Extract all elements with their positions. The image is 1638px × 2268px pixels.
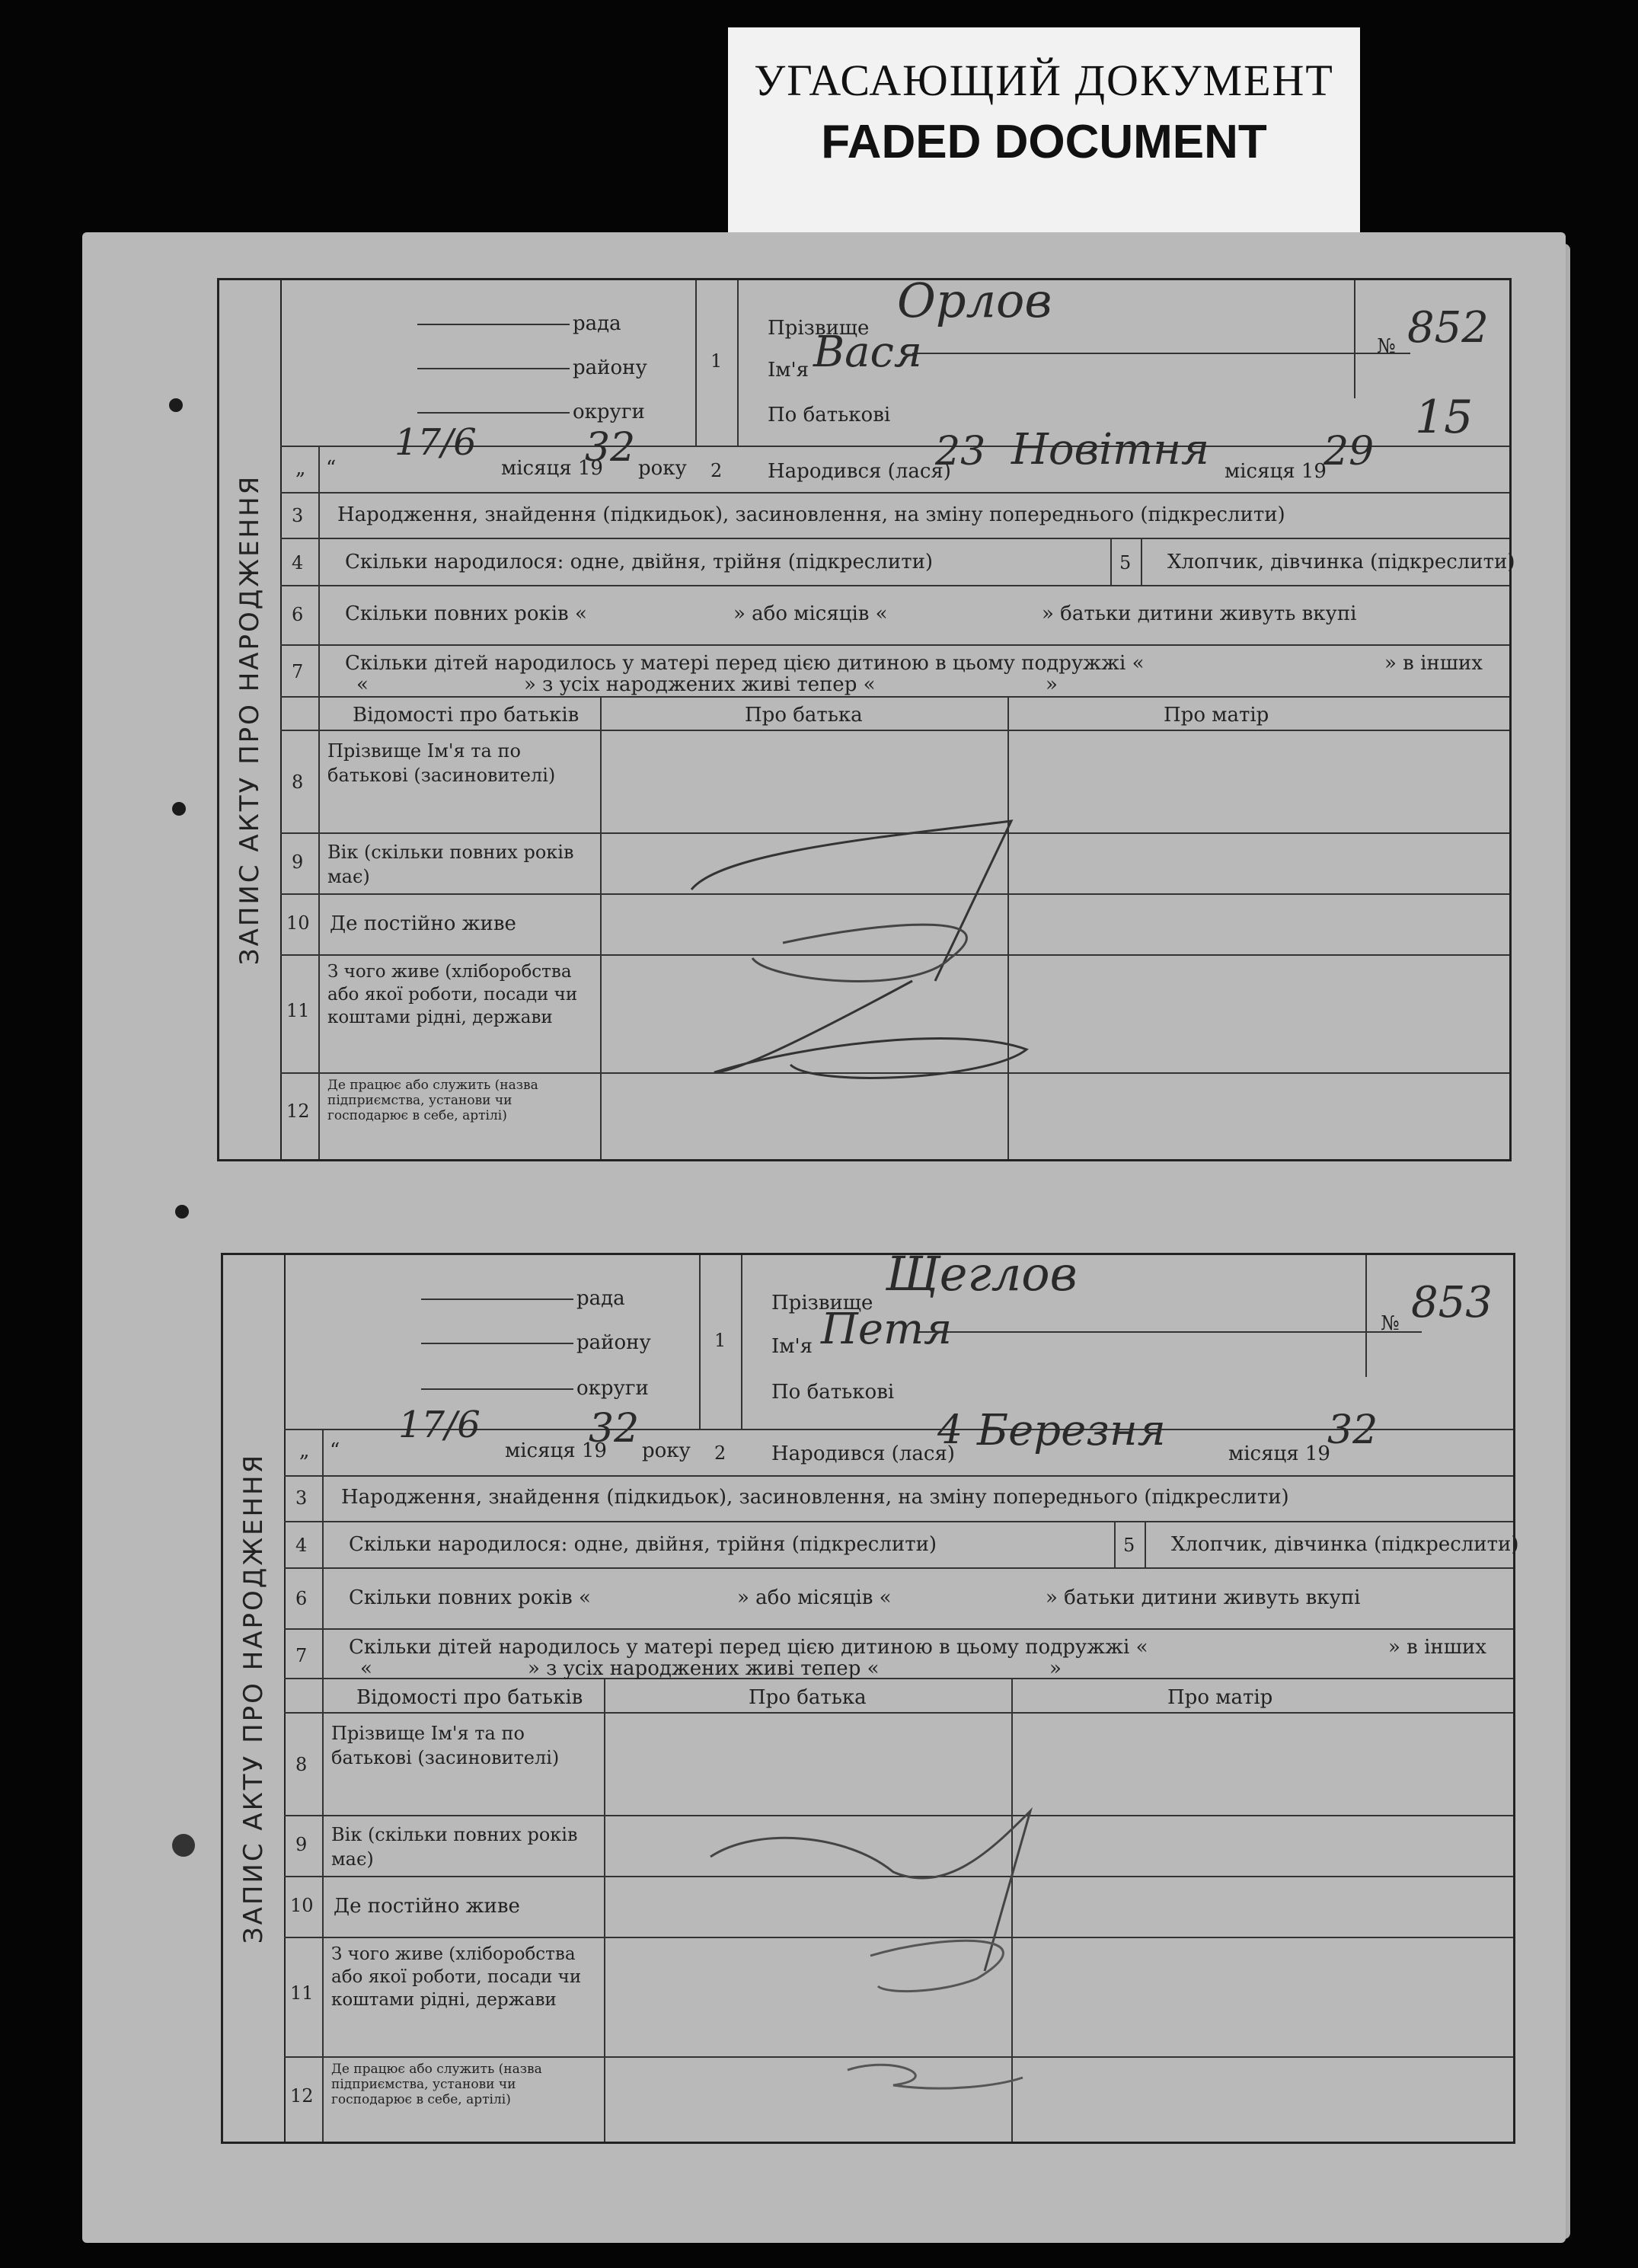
punch-hole [172, 1834, 195, 1857]
label-roku: року [642, 1439, 691, 1462]
row4-text: Скільки народилося: одне, двійня, трійня (підкреслити) [345, 551, 934, 573]
row12-text: Де працює або служить (назва підприємства, установи чи господарює в себе, артілі) [327, 1078, 538, 1123]
label-number: № [1381, 1312, 1400, 1335]
registration-year: 32 [585, 425, 636, 471]
cancellation-scribble [695, 1781, 1190, 2123]
label-rayonu: району [573, 356, 647, 379]
birth-day: 23 [935, 429, 986, 474]
parents-info-header: Відомості про батьків [356, 1686, 583, 1709]
row11-text: З чого живе (хліборобства або якої роботи, посади чи коштами рідні, держави [331, 1944, 582, 2010]
label-surname: Прізвище [768, 317, 870, 340]
about-father-header: Про батька [745, 704, 863, 727]
label-misyatsya: місяця 19 [501, 457, 603, 480]
about-father-header: Про батька [749, 1686, 867, 1709]
about-mother-header: Про матір [1167, 1686, 1273, 1709]
quote-close: “ [326, 457, 337, 480]
label-rada: рада [573, 312, 621, 335]
birth-month: Березня [977, 1406, 1166, 1455]
birth-month: Новітня [1011, 425, 1210, 474]
row6-text-c: » батьки дитини живуть вкупі [1046, 1586, 1361, 1609]
row6-text-a: Скільки повних років « [349, 1586, 591, 1609]
row9-text: Вік (скільки повних років має) [331, 1824, 578, 1870]
label-name: Ім'я [771, 1335, 813, 1358]
row5-text: Хлопчик, дівчинка (підкреслити) [1167, 551, 1515, 573]
row7-text-d: » з усіх народжених живі тепер « [528, 1657, 880, 1680]
punch-hole [169, 398, 183, 412]
label-born-misyatsya: місяця 19 [1225, 460, 1327, 483]
birth-record-853: ЗАПИС АКТУ ПРО НАРОДЖЕННЯ рада району округи „ “ 17/6 місяця 19 32 року 1 2 Прізвище Щеглов Ім'я Петя По батькові Народився (лася) 4 Березня місяця 19 32 № 853 3 Народження, знайдення (підкидьок), засиновлення, на зміну попереднього (підкреслити) 4 Скільки народилося: одне, двійня, трійня (підкреслити) 5 Хлопчик, дівчинка (підкреслити) 6 Скільки повних років « » або місяців « » батьки дитини живуть вкупі 7 Скільки дітей народилось у матері перед цією дитиною в цьому подружжі « » в інших « » з усіх народжених живі тепер « » Відомості про батьків Про батька Про матір 8 Прізвище Ім'я та по батькові (засиновителі) 9 Вік (скільки повних років має) 10 Де постійно живе 11 З чого живе (хліборобства або якої роботи, посади чи коштами рідні, держави 12 Де працює або служить (назва підприємства, установи чи господарює в себе, артілі) [221, 1253, 1515, 2144]
row8-text: Прізвище Ім'я та по батькові (засиновителі) [327, 740, 556, 786]
birth-year: 32 [1327, 1407, 1378, 1453]
child-surname: Орлов [897, 273, 1052, 328]
parents-info-header: Відомості про батьків [353, 704, 580, 727]
label-misyatsya: місяця 19 [505, 1439, 607, 1462]
label-born-misyatsya: місяця 19 [1228, 1442, 1330, 1465]
child-name: Вася [813, 327, 922, 377]
row6-text-c: » батьки дитини живуть вкупі [1042, 602, 1357, 625]
label-surname: Прізвище [771, 1292, 873, 1314]
row12-text: Де працює або служить (назва підприємства, установи чи господарює в себе, артілі) [331, 2062, 542, 2107]
punch-hole [172, 802, 186, 816]
margin-note: 15 [1415, 391, 1474, 444]
child-name: Петя [821, 1305, 953, 1354]
row7-text-b: » в інших [1384, 652, 1483, 675]
label-rayonu: району [576, 1331, 651, 1354]
record-side-title: ЗАПИС АКТУ ПРО НАРОДЖЕННЯ [223, 1255, 286, 2142]
row6-text-b: » або місяців « [733, 602, 888, 625]
row3-text: Народження, знайдення (підкидьок), засиновлення, на зміну попереднього (підкреслити) [337, 503, 1285, 526]
row7-text-a: Скільки дітей народилось у матері перед цією дитиною в цьому подружжі « [349, 1636, 1148, 1659]
row10-text: Де постійно живе [334, 1895, 520, 1918]
label-rada: рада [576, 1287, 625, 1310]
row6-text-b: » або місяців « [737, 1586, 892, 1609]
label-born: Народився (лася) [768, 460, 951, 483]
punch-hole [175, 1205, 189, 1219]
label-patronymic: По батькові [768, 404, 891, 426]
about-mother-header: Про матір [1164, 704, 1269, 727]
row7-text-a: Скільки дітей народилось у матері перед цією дитиною в цьому подружжі « [345, 652, 1145, 675]
row7-text-b: » в інших [1388, 1636, 1486, 1659]
faded-document-label [728, 27, 1360, 233]
row3-text: Народження, знайдення (підкидьок), засиновлення, на зміну попереднього (підкреслити) [341, 1486, 1289, 1509]
label-number: № [1377, 335, 1396, 358]
birth-record-852: ЗАПИС АКТУ ПРО НАРОДЖЕННЯ рада району округи „ “ 17/6 місяця 19 32 року 1 2 Прізвище Орлов Ім'я Вася По батькові Народився (лася) 23 Новітня місяця 19 29 № 852 15 3 Народження, знайдення (підкидьок), засиновлення, на зміну попереднього (підкреслити) 4 Скільки народилося: одне, двійня, трійня (підкреслити) 5 Хлопчик, дівчинка (підкреслити) 6 Скільки повних років « » або місяців « » батьки дитини живуть вкупі 7 Скільки дітей народилось у матері перед цією дитиною в цьому подружжі « » в інших « » з усіх народжених живі тепер « » Відомості про батьків Про батька Про матір 8 Прізвище Ім'я та по батькові (засиновителі) 9 Вік (скільки повних років має) 10 Де постійно живе 11 З чого живе (хліборобства або якої роботи, посади чи коштами рідні, держави 12 Де працює або служить (назва підприємства, установи чи господарює в себе, артілі) [217, 278, 1512, 1161]
record-number: 852 [1407, 303, 1489, 353]
row9-text: Вік (скільки повних років має) [327, 842, 574, 887]
row5-text: Хлопчик, дівчинка (підкреслити) [1171, 1533, 1519, 1556]
record-number: 853 [1411, 1278, 1493, 1327]
row8-text: Прізвище Ім'я та по батькові (засиновителі) [331, 1723, 560, 1768]
birth-year: 29 [1323, 429, 1375, 474]
label-born: Народився (лася) [771, 1442, 955, 1465]
label-patronymic: По батькові [771, 1381, 895, 1404]
label-name: Ім'я [768, 359, 809, 382]
registration-year: 32 [589, 1406, 640, 1452]
label-en: FADED DOCUMENT [821, 116, 1267, 168]
row10-text: Де постійно живе [330, 912, 516, 935]
row4-text: Скільки народилося: одне, двійня, трійня (підкреслити) [349, 1533, 937, 1556]
row7-text-d: » з усіх народжених живі тепер « [524, 673, 876, 696]
record-side-title: ЗАПИС АКТУ ПРО НАРОДЖЕННЯ [219, 280, 282, 1159]
registration-date: 17/6 [398, 1404, 481, 1446]
row6-text-a: Скільки повних років « [345, 602, 587, 625]
child-surname: Щеглов [886, 1246, 1078, 1302]
birth-day: 4 [937, 1407, 963, 1453]
registration-date: 17/6 [394, 421, 477, 464]
label-roku: року [638, 457, 687, 480]
label-ru: УГАСАЮЩИЙ ДОКУМЕНТ [754, 56, 1334, 105]
row11-text: З чого живе (хліборобства або якої роботи, посади чи коштами рідні, держави [327, 962, 578, 1027]
label-okrugy: округи [573, 401, 645, 423]
quote-open: „ [295, 457, 306, 480]
cancellation-scribble [661, 806, 1194, 1110]
label-okrugy: округи [576, 1377, 649, 1400]
